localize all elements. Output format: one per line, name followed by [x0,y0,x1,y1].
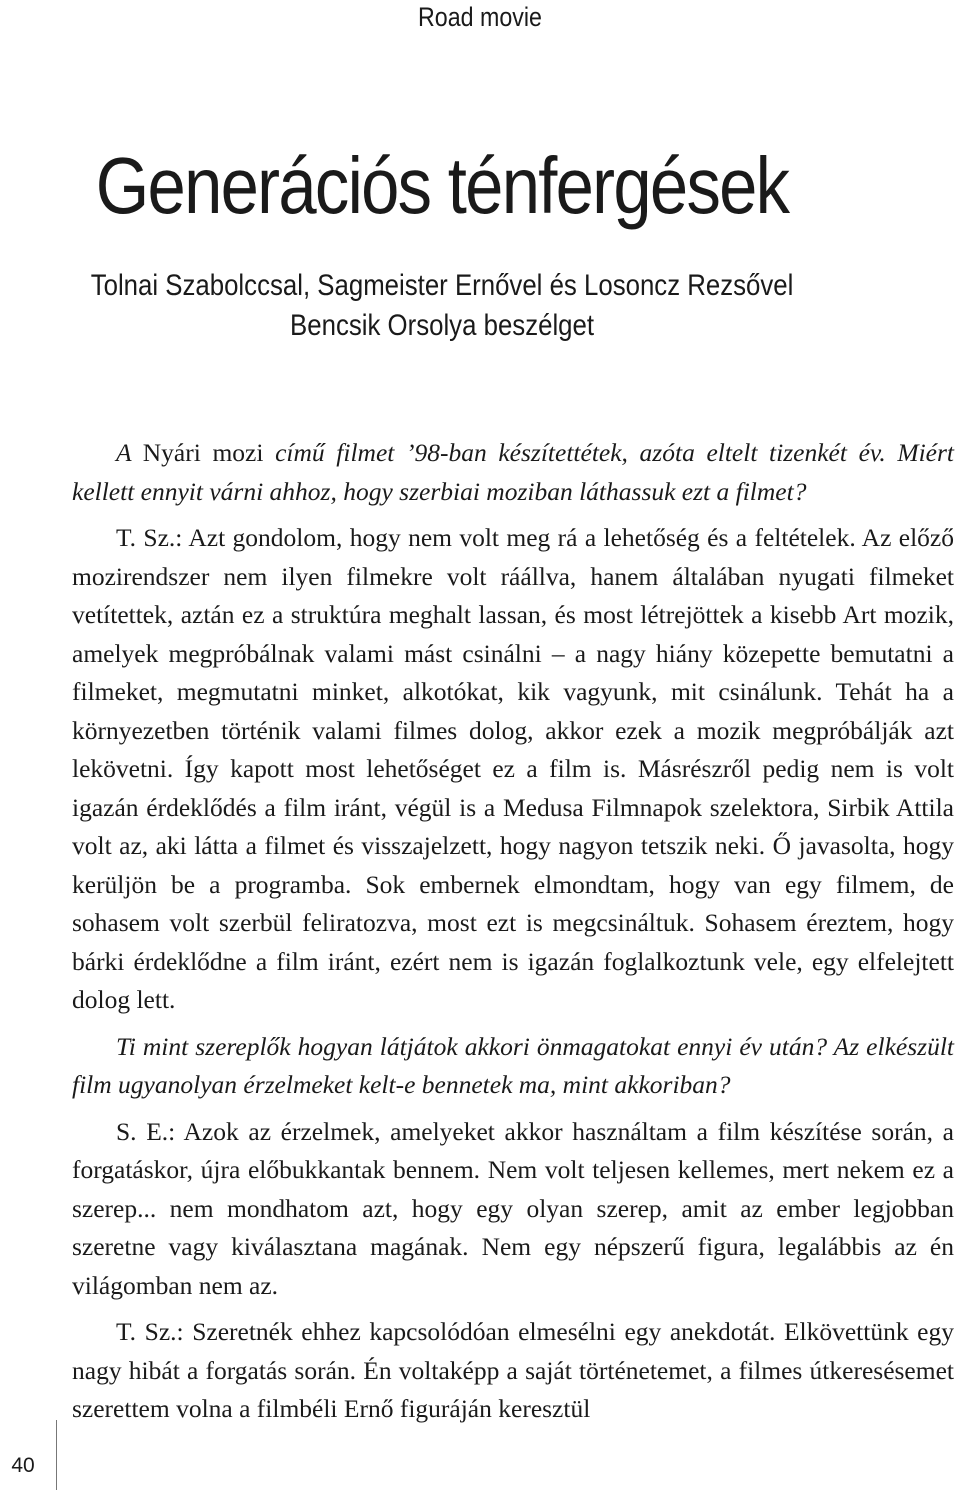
answer-paragraph-1: T. Sz.: Azt gondolom, hogy nem volt meg rá a lehetőség és a feltételek. Az előző mozirendszer nem ilyen filmekre volt ráállva, hanem általában nyugati filmeket vetítettek, aztán ez a struktúra meghalt lassan, és most létrejöttek a kisebb Art mozik, amelyek megpróbálnak valami mást csinálni – a nagy hiány közepette bemutatni a filmeket, megmutatni minket, alkotókat, kik vagyunk, mit csinálunk. Tehát ha a környezetben történik valami filmes dolog, akkor ezek a mozik megpróbálják azt lekövetni. Így kapott most lehetőséget ez a film is. Másrészről pedig nem is volt igazán érdeklődés a film iránt, végül is a Medusa Filmnapok szelektora, Sirbik Attila volt az, aki látta a filmet és visszajelzett, hogy nagyon tetszik neki. Ő javasolta, hogy kerüljön be a programba. Sok embernek elmondtam, hogy van egy filmem, de sohasem volt szerbül feliratozva, most ezt is megcsináltuk. Sohasem éreztem, hogy bárki érdeklődne a film iránt, ezért nem is igazán foglalkoztunk vele, egy elfelejtett dolog lett. [72,523,954,1014]
article-body [72,434,954,1429]
page-number: 40 [11,1454,35,1477]
question-paragraph-1 [72,434,954,511]
question-paragraph-2: Ti mint szereplők hogyan látjátok akkori önmagatokat ennyi év után? Az elkészült film ugyanolyan érzelmeket kelt-e bennetek ma, mint akkoriban? [72,1031,954,1099]
page-number-rule [56,1420,57,1490]
article-subtitle [0,266,884,346]
subtitle-line-2: Bencsik Orsolya beszélget [290,309,595,342]
question-1-text: című filmet ’98-ban készítettétek, azóta eltelt tizenkét év. Miért kellett ennyit várni ahhoz, hogy szerbiai moziban láthassuk ezt a filmet? [72,438,954,506]
question-1-lead: A [116,438,132,467]
article-title: Generációs ténfergések [95,141,789,230]
answer-paragraph-2: S. E.: Azok az érzelmek, amelyeket akkor használtam a film készítése során, a forgatáskor, újra előbukkantak bennem. Nem volt teljesen kellemes, mert nekem ez a szerep... nem mondhatom azt, hogy egy olyan szerep, amit az ember legjobban szeretne vagy kiválasztana magának. Nem egy népszerű figura, legalábbis az én világomban nem az. [72,1116,954,1300]
section-label: Road movie [418,2,542,32]
answer-paragraph-3: T. Sz.: Szeretnék ehhez kapcsolódóan elmesélni egy anekdotát. Elkövettünk egy nagy hibát a forgatás során. Én voltaképp a saját történetemet, a filmes útkeresésemet szerettem volna a filmbéli Ernő figuráján keresztül [72,1317,954,1423]
film-title-inline: Nyári mozi [142,438,264,467]
subtitle-line-1: Tolnai Szabolccsal, Sagmeister Ernővel és Losoncz Rezsővel [90,269,794,302]
